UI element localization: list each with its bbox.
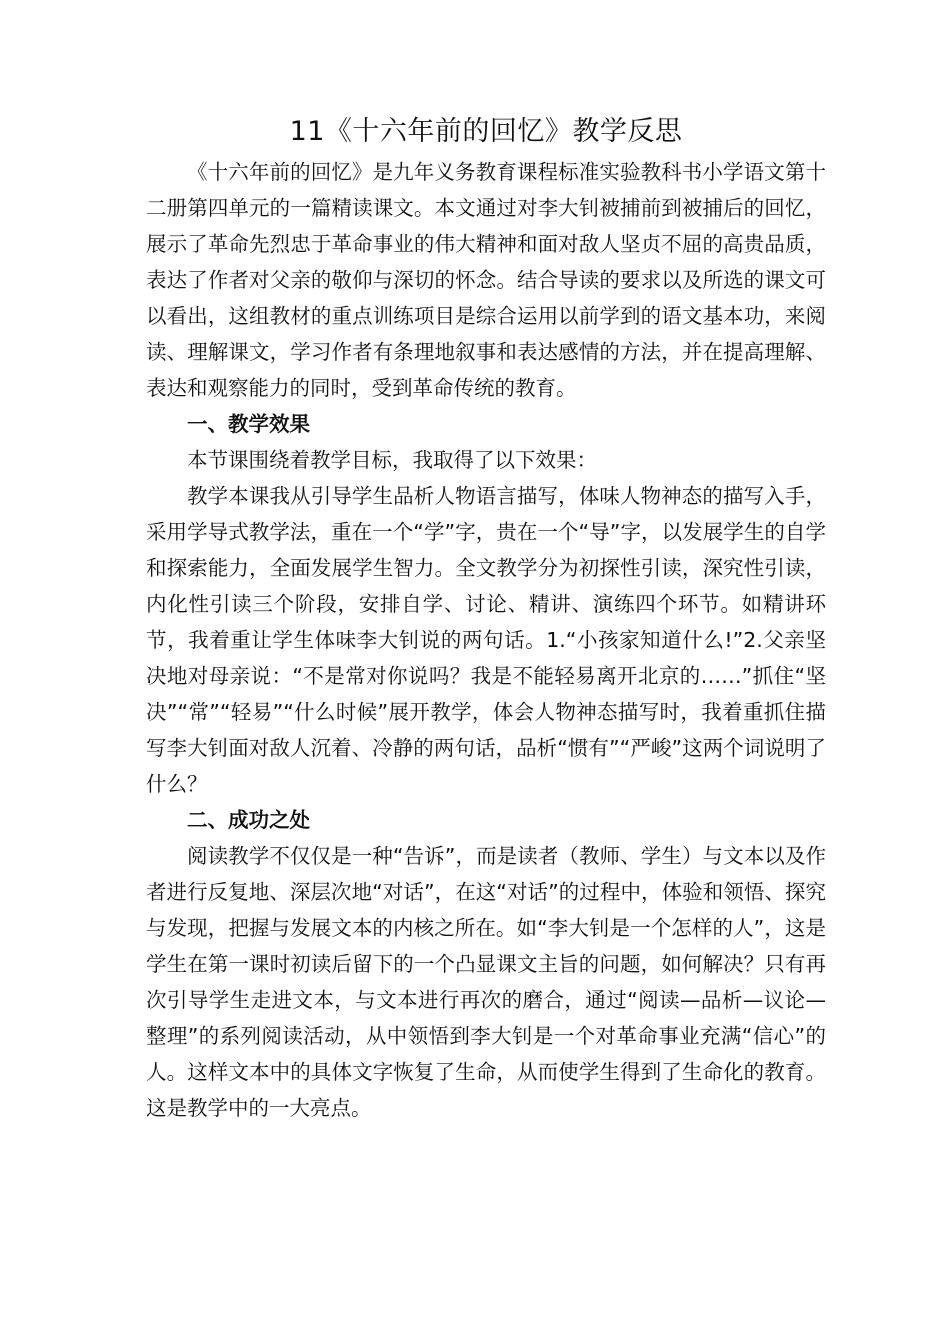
effect-paragraph-2: 教学本课我从引导学生品析人物语言描写，体味人物神态的描写入手，采用学导式教学法，重在一个“学”字，贵在一个“导”字，以发展学生的自学和探索能力，全面发展学生智力。全文教学分为初探性引读，深究性引读，内化性引读三个阶段，安排自学、讨论、精讲、演练四个环节。如精讲环节，我着重让学生体味李大钊说的两句话。1.“小孩家知道什么!”2.父亲坚决地对母亲说：“不是常对你说吗？我是不能轻易离开北京的……”抓住“坚决”“常”“轻易”“什么时候”展开教学，体会人物神态描写时，我着重抓住描写李大钊面对敌人沉着、冷静的两句话，品析“惯有”“严峻”这两个词说明了什么？ [146, 484, 826, 796]
success-paragraph-1: 阅读教学不仅仅是一种“告诉”，而是读者（教师、学生）与文本以及作者进行反复地、深层次地“对话”，在这“对话”的过程中，体验和领悟、探究与发现，把握与发展文本的内核之所在。如“李大钊是一个怎样的人”，这是学生在第一课时初读后留下的一个凸显课文主旨的问题，如何解决？只有再次引导学生走进文本，与文本进行再次的磨合，通过“阅读—品析—议论—整理”的系列阅读活动，从中领悟到李大钊是一个对革命事业充满“信心”的人。这样文本中的具体文字恢复了生命，从而使学生得到了生命化的教育。这是教学中的一大亮点。 [146, 844, 826, 1120]
intro-paragraph: 《十六年前的回忆》是九年义务教育课程标准实验教科书小学语文第十二册第四单元的一篇精读课文。本文通过对李大钊被捕前到被捕后的回忆，展示了革命先烈忠于革命事业的伟大精神和面对敌人坚贞不屈的高贵品质，表达了作者对父亲的敬仰与深切的怀念。结合导读的要求以及所选的课文可以看出，这组教材的重点训练项目是综合运用以前学到的语文基本功，来阅读、理解课文，学习作者有条理地叙事和表达感情的方法，并在提高理解、表达和观察能力的同时，受到革命传统的教育。 [146, 160, 826, 400]
document-page [146, 112, 826, 1126]
document-title: 11《十六年前的回忆》教学反思 [289, 116, 683, 147]
section-heading-teaching-effect: 一、教学效果 [187, 412, 310, 436]
section-heading-success: 二、成功之处 [187, 808, 310, 832]
effect-paragraph-1: 本节课围绕着教学目标，我取得了以下效果： [187, 448, 597, 472]
